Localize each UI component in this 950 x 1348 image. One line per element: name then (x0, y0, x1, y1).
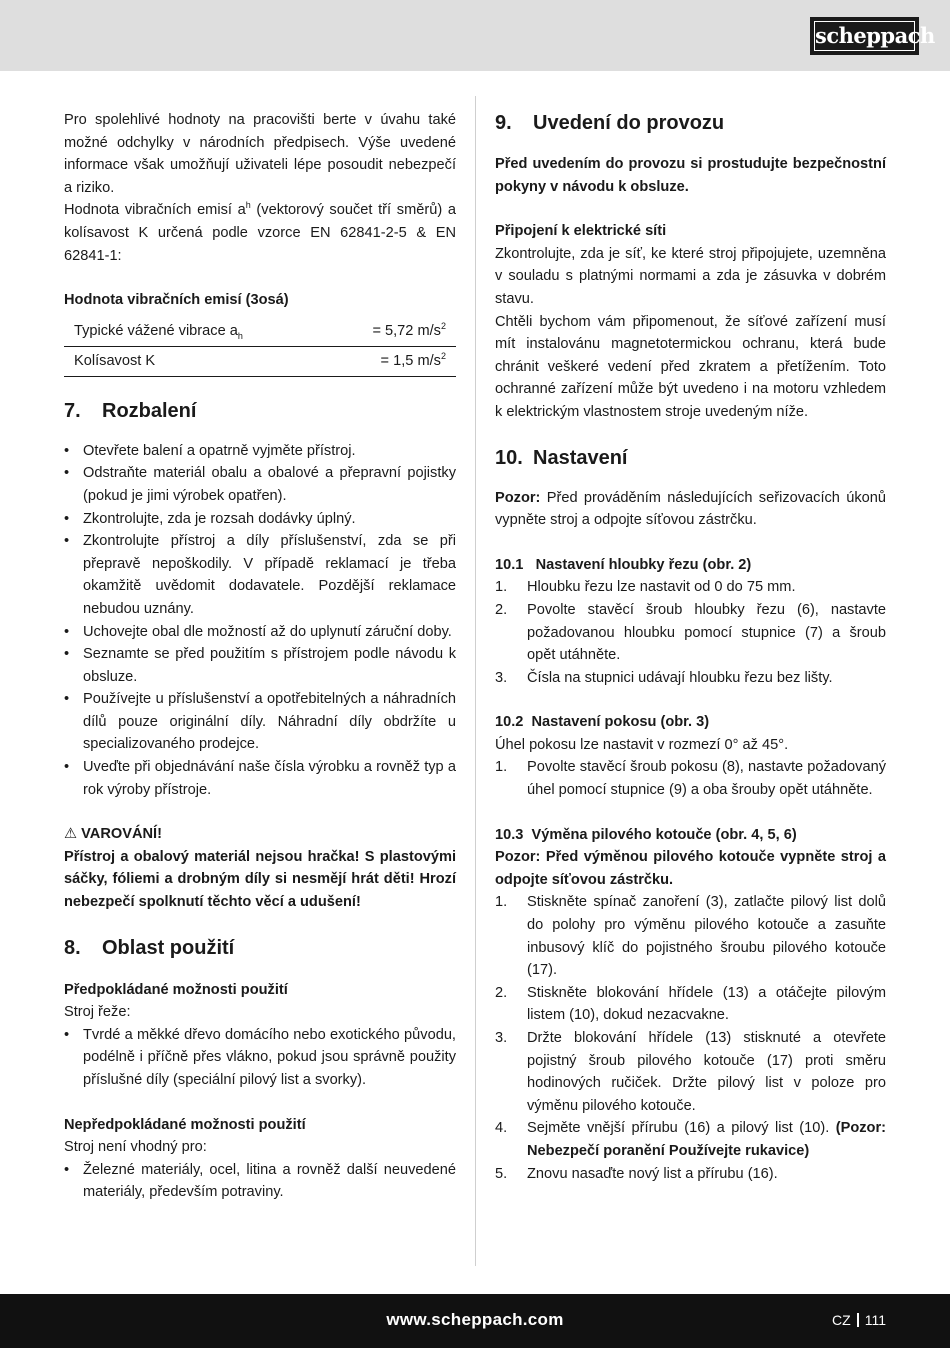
blade-change-steps (495, 891, 886, 1185)
footer-url: www.scheppach.com (386, 1310, 564, 1329)
settings-note: Pozor: Před prováděním následujících seřizovacích úkonů vypněte stroj a odpojte síťovou zástrčku. (495, 489, 886, 529)
footer-bar (0, 1294, 950, 1348)
section-9-title: 9. Uvedení do provozu (495, 112, 725, 134)
blade-change-warning: Pozor: Před výměnou pilového kotouče vypněte stroj a odpojte síťovou zástrčku. (495, 849, 886, 888)
brand-logo (810, 17, 935, 55)
list-item: • Uchovejte obal dle možností až do uplynutí záruční doby. (64, 621, 456, 644)
unintended-use-intro: Stroj není vhodný pro: (64, 1139, 207, 1156)
right-column (495, 109, 886, 1185)
left-column (64, 109, 456, 1204)
list-item: • Tvrdé a měkké dřevo domácího nebo exotického původu, podélně i příčně přes vlákno, pokud jsou správně použity příslušné díly (speciální pilový list a svorky). (64, 1024, 456, 1092)
unintended-use-heading: Nepředpokládané možnosti použití (64, 1116, 306, 1133)
cut-depth-steps (495, 576, 886, 689)
list-item: 5. Znovu nasaďte nový list a přírubu (16). (495, 1165, 778, 1182)
table-row (64, 317, 456, 347)
table-row (64, 346, 456, 376)
list-item: 3. Držte blokování hřídele (13) stisknuté a otevřete pojistný šroub pilového kotouče (17) proti směru hodinových ručiček. Držte pilový list v poloze pro výměnu pilového kotouče. (495, 1030, 886, 1114)
subsection-10-1-title: 10.1 Nastavení hloubky řezu (obr. 2) (495, 556, 752, 573)
electrical-heading: Připojení k elektrické síti (495, 223, 667, 240)
intended-use-heading: Předpokládané možnosti použití (64, 981, 288, 998)
column-divider (475, 96, 476, 1266)
bevel-intro: Úhel pokosu lze nastavit v rozmezí 0° až 45°. (495, 736, 789, 753)
list-item: 1. Stiskněte spínač zanoření (3), zatlačte pilový list dolů do polohy pro výměnu pilového kotouče a zasuňte inbusový klíč do pojistného šroubu pilového kotouče (17). (495, 894, 886, 979)
uncertainty-value: = 1,5 $m/s^2$ (380, 350, 446, 369)
list-item: • Odstraňte materiál obalu a obalové a přepravní pojistky (pokud je jimi výrobek opatřen). (64, 462, 456, 507)
electrical-text-1: Zkontrolujte, zda je síť, ke které stroj připojujete, uzemněna v souladu s platnými normami a zda je zásuvka v dobrém stavu. (495, 245, 886, 307)
list-item: • Zkontrolujte, zda je rozsah dodávky úplný. (64, 508, 456, 531)
warning-text: Přístroj a obalový materiál nejsou hračka! S plastovými sáčky, fóliemi a drobným díly si nesmějí hrát děti! Hrozí nebezpečí spolknutí těchto věcí a udušení! (64, 848, 456, 911)
list-item: 3. Čísla na stupnici udávají hloubku řezu bez lišty. (495, 669, 833, 686)
intended-use-list (64, 1024, 456, 1092)
intro-paragraph: Pro spolehlivé hodnoty na pracovišti berte v úvahu také možné odchylky v národních předpisech. Výše uvedené informace však umožňují uživateli lépe posoudit nebezpečí a riziko. (64, 112, 456, 196)
subsection-10-2-title: 10.2 Nastavení pokosu (obr. 3) (495, 714, 710, 731)
commissioning-lead: Před uvedením do provozu si prostudujte bezpečnostní pokyny v návodu k obsluze. (495, 156, 886, 195)
unintended-use-list (64, 1159, 456, 1204)
header-bar (0, 0, 950, 71)
vibration-label: Typické vážené vibrace $a_h$ (74, 322, 243, 341)
list-item: • Uveďte při objednávání naše čísla výrobku a rovněž typ a rok výroby přístroje. (64, 756, 456, 801)
electrical-text-2: Chtěli bychom vám připomenout, že síťové zařízení musí mít instalovánu magnetotermickou ochranu, která bude chránit veškeré vedení před zkratem a přetížením. Toto ochranné zařízení může být uvedeno i na motoru vzhledem k elektrickým vlastnostem stroje uvedeným níže. (495, 313, 886, 420)
vibration-table (64, 317, 456, 377)
bevel-steps (495, 756, 886, 801)
vibration-intro: Hodnota vibračních emisí $a^h$ (vektorový součet tří směrů) a kolísavost K určená podle vzorce EN 62841-2-5 & EN 62841-1: (64, 200, 456, 264)
list-item: 2. Povolte stavěcí šroub hloubky řezu (6), nastavte požadovanou hloubku pomocí stupnice (7) a šroub opět utáhněte. (495, 601, 886, 664)
list-item: • Zkontrolujte přístroj a díly příslušenství, zda se při přepravě nepoškodily. V případě reklamací je třeba okamžitě uvědomit dodavatele. Pozdější reklamace nebudou uznány. (64, 530, 456, 620)
page-number: CZ 111 (832, 1312, 886, 1328)
unpacking-list (64, 440, 456, 802)
list-item: • Seznamte se před použitím s přístrojem podle návodu k obsluze. (64, 643, 456, 688)
section-7-title: 7. Rozbalení (64, 399, 197, 422)
section-8-title: 8. Oblast použití (64, 936, 235, 959)
uncertainty-label: Kolísavost K (74, 352, 156, 369)
list-item: 4. Sejměte vnější přírubu (16) a pilový list (10). (Pozor: Nebezpečí poranění Používejte rukavice) (495, 1120, 886, 1159)
vibration-heading: Hodnota vibračních emisí (3osá) (64, 292, 289, 309)
list-item: 1. Povolte stavěcí šroub pokosu (8), nastavte požadovaný úhel pomocí stupnice (9) a oba šrouby opět utáhněte. (495, 759, 886, 799)
section-10-title: 10. Nastavení (495, 446, 628, 469)
list-item: • Používejte u příslušenství a opotřebitelných a náhradních dílů pouze originální díly. Náhradní díly obdržíte u specializovaného prodejce. (64, 688, 456, 756)
brand-logo-text: scheppach (814, 21, 915, 51)
warning-title: ⚠ VAROVÁNÍ! (64, 826, 162, 843)
subsection-10-3-title: 10.3 Výměna pilového kotouče (obr. 4, 5, 6) (495, 826, 797, 843)
warning-icon: ⚠ (64, 826, 78, 843)
list-item: 1. Hloubku řezu lze nastavit od 0 do 75 mm. (495, 579, 796, 596)
list-item: • Železné materiály, ocel, litina a rovněž další neuvedené materiály, především potraviny. (64, 1159, 456, 1204)
list-item: • Otevřete balení a opatrně vyjměte přístroj. (64, 440, 456, 463)
vibration-value: = 5,72 $m/s^2$ (372, 320, 446, 339)
intended-use-intro: Stroj řeže: (64, 1004, 131, 1021)
list-item: 2. Stiskněte blokování hřídele (13) a otáčejte pilovým listem (10), dokud nezacvakne. (495, 984, 886, 1024)
